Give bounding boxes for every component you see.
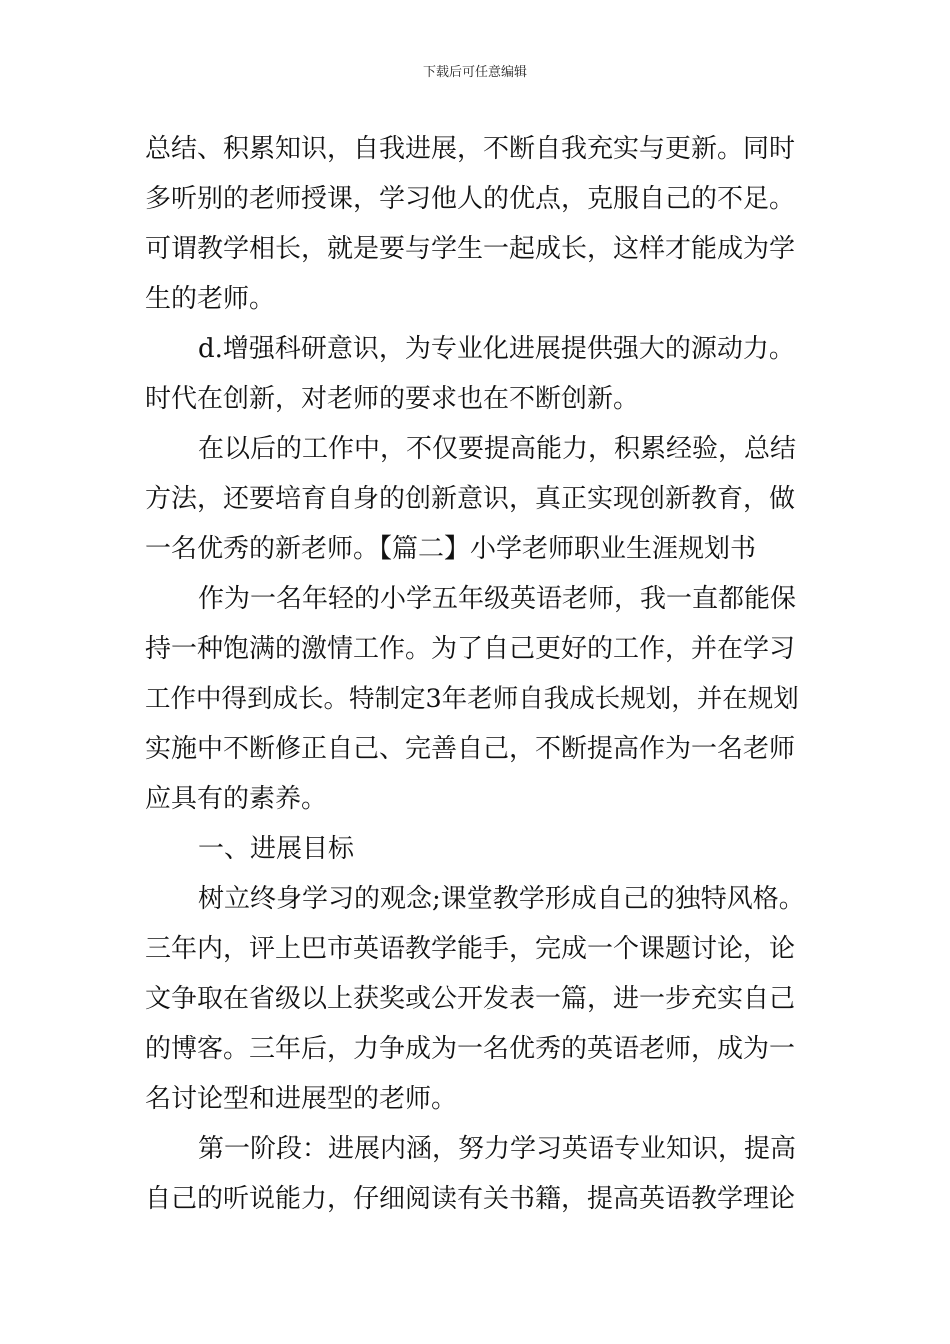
text-line: 三年内，评上巴市英语教学能手，完成一个课题讨论，论 [145, 934, 796, 964]
text-line: 在以后的工作中，不仅要提高能力，积累经验，总结 [198, 434, 797, 464]
page-header: 下载后可任意编辑 [422, 65, 527, 80]
document-body [145, 124, 809, 1224]
text-line: 作为一名年轻的小学五年级英语老师，我一直都能保 [198, 584, 797, 614]
text-line: 的博客。三年后，力争成为一名优秀的英语老师，成为一 [145, 1034, 796, 1064]
text-line: 总结、积累知识，自我进展，不断自我充实与更新。同时 [145, 134, 796, 164]
text-line: 一、进展目标 [198, 834, 355, 864]
text-line: 名讨论型和进展型的老师。 [145, 1084, 458, 1114]
text-line: 多听别的老师授课，学习他人的优点，克服自己的不足。 [145, 184, 796, 214]
text-line: 文争取在省级以上获奖或公开发表一篇，进一步充实自己 [145, 984, 796, 1014]
text-line: 实施中不断修正自己、完善自己，不断提高作为一名老师 [145, 734, 796, 764]
text-line: 应具有的素养。 [145, 784, 328, 814]
text-line: 树立终身学习的观念;课堂教学形成自己的独特风格。 [198, 884, 805, 914]
text-line: 持一种饱满的激情工作。为了自己更好的工作，并在学习 [145, 634, 796, 664]
text-line: 一名优秀的新老师。【篇二】小学老师职业生涯规划书 [145, 534, 757, 564]
text-line: 工作中得到成长。特制定3年老师自我成长规划，并在规划 [145, 684, 799, 714]
text-line: 生的老师。 [145, 284, 276, 314]
text-line: 可谓教学相长，就是要与学生一起成长，这样才能成为学 [145, 234, 796, 264]
text-line: 自己的听说能力，仔细阅读有关书籍，提高英语教学理论 [145, 1184, 796, 1214]
text-line: 时代在创新，对老师的要求也在不断创新。 [145, 384, 640, 414]
text-line: 方法，还要培育自身的创新意识，真正实现创新教育，做 [145, 484, 796, 514]
text-line: 第一阶段：进展内涵，努力学习英语专业知识，提高 [198, 1134, 797, 1164]
text-line: d.增强科研意识，为专业化进展提供强大的源动力。 [198, 334, 795, 364]
